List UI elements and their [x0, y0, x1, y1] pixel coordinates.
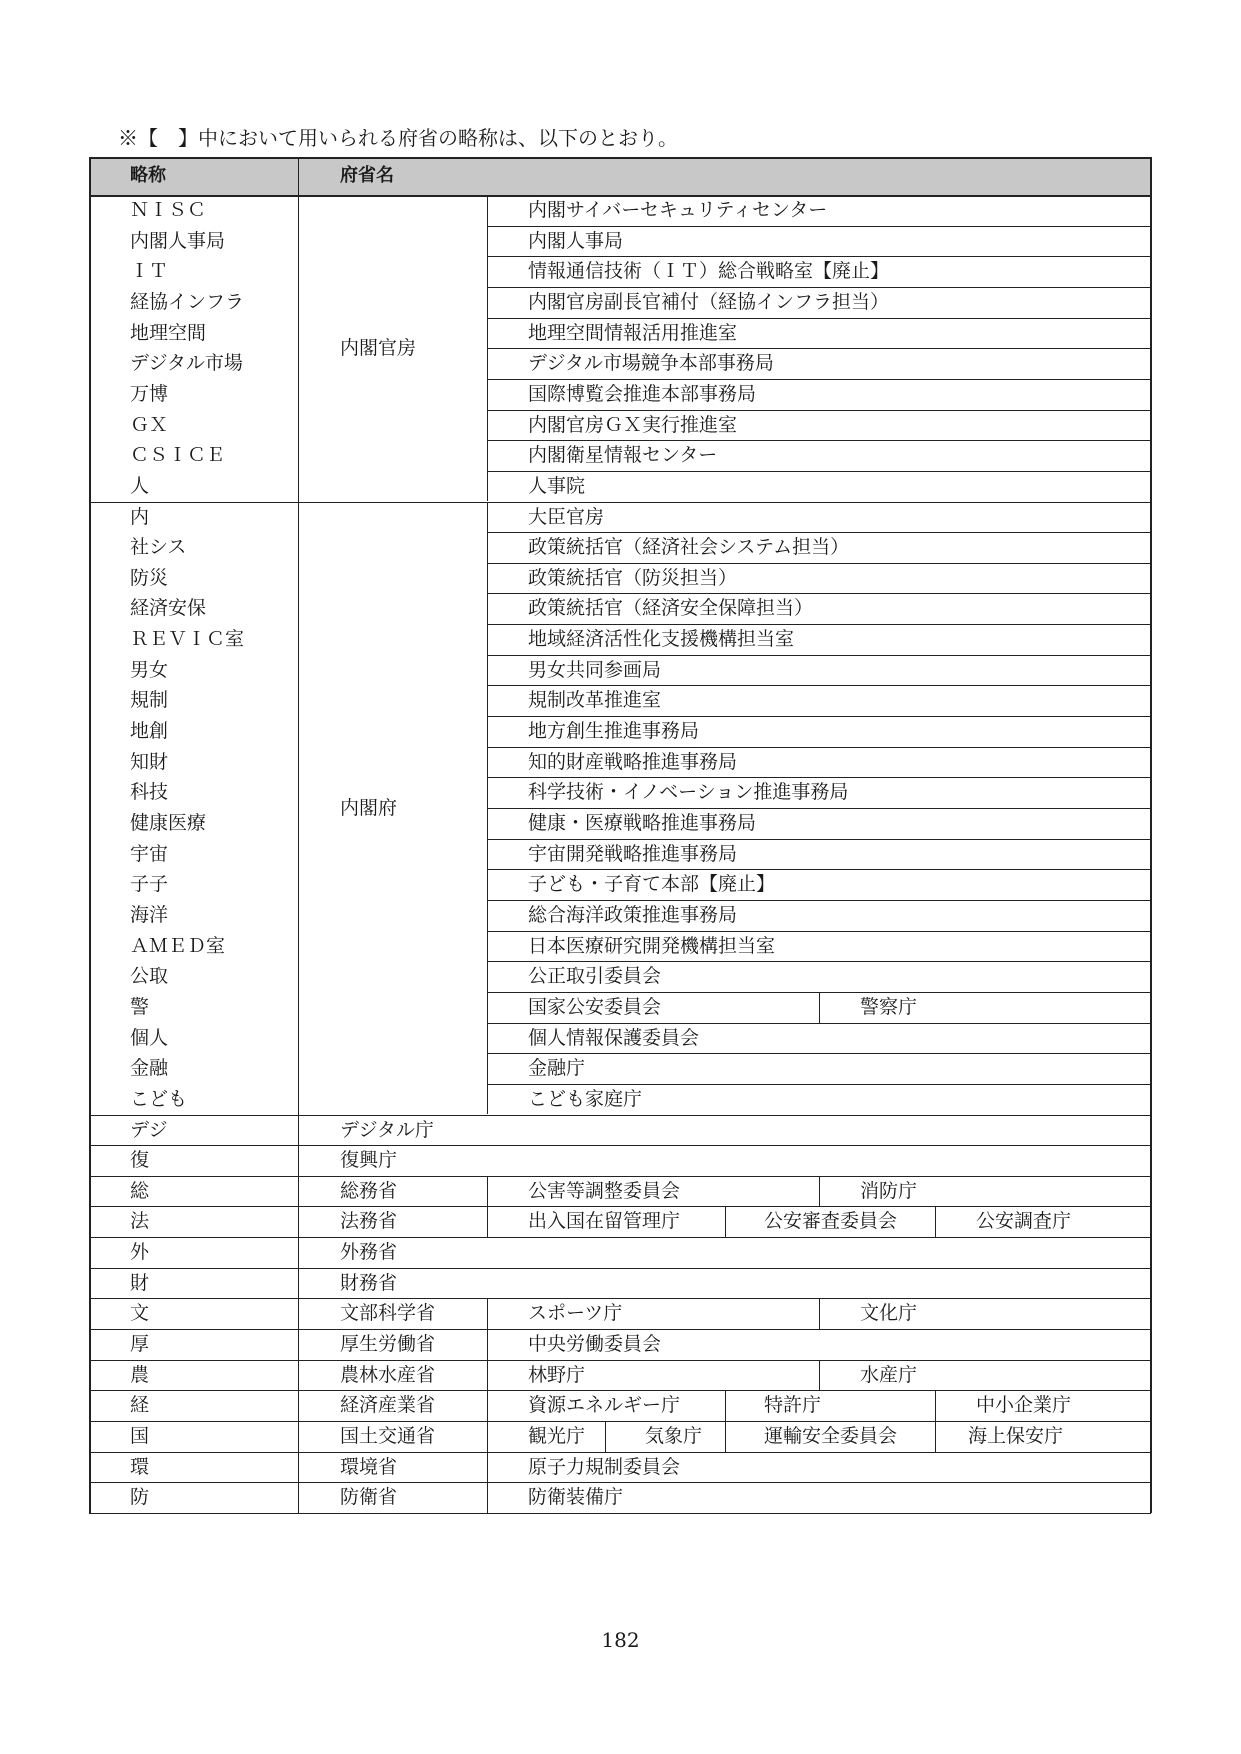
column-divider-sub [487, 593, 488, 624]
row-sub-organisation: 政策統括官（防災担当） [528, 566, 738, 589]
row-abbreviation: デジ [130, 1118, 168, 1141]
row-sub-organisation: 宇宙開発戦略推進事務局 [528, 842, 738, 865]
row-sub-organisation: 内閣官房副長官補付（経協インフラ担当） [528, 290, 890, 313]
row-sub-organisation: 運輸安全委員会 [764, 1425, 898, 1447]
row-ministry: 復興庁 [340, 1149, 398, 1172]
row-sub-organisation: 科学技術・イノベーション推進事務局 [528, 781, 849, 804]
table-left-border [89, 157, 91, 1513]
column-divider-sub [487, 1176, 488, 1207]
row-abbreviation: 男女 [130, 658, 169, 681]
row-abbreviation: 経済安保 [130, 597, 207, 620]
row-abbreviation: 宇宙 [130, 842, 169, 865]
row-ministry: 法務省 [340, 1210, 398, 1233]
column-divider-sub [487, 624, 488, 655]
column-divider-sub [487, 195, 488, 226]
sub-entry-divider [819, 992, 820, 1023]
column-divider-sub [487, 992, 488, 1023]
row-abbreviation: ＣＳＩＣＥ [130, 444, 226, 467]
page-number: 182 [601, 1628, 640, 1652]
row-sub-organisation: 金融庁 [528, 1057, 586, 1080]
row-sub-organisation: 地理空間情報活用推進室 [528, 321, 738, 344]
column-divider-sub [487, 1206, 488, 1237]
column-divider-sub [487, 900, 488, 931]
row-sub-organisation: 地域経済活性化支援機構担当室 [528, 628, 795, 651]
row-sub-organisation: 情報通信技術（ＩＴ）総合戦略室【廃止】 [528, 260, 890, 283]
row-abbreviation: ＲＥＶＩＣ室 [130, 628, 245, 651]
row-sub-organisation: 規制改革推進室 [528, 689, 662, 712]
row-ministry: 農林水産省 [340, 1363, 436, 1386]
row-sub-organisation: 公正取引委員会 [528, 965, 662, 988]
row-sub-organisation: 内閣衛星情報センター [528, 444, 718, 467]
row-sub-organisation: 子ども・子育て本部【廃止】 [528, 873, 776, 896]
row-sub-organisation: 公安調査庁 [976, 1210, 1072, 1233]
column-divider-sub [487, 1390, 488, 1421]
row-abbreviation: 規制 [130, 689, 169, 712]
row-sub-organisation: 男女共同参画局 [528, 658, 662, 681]
row-sub-organisation: 出入国在留管理庁 [528, 1210, 681, 1233]
row-ministry: 環境省 [340, 1455, 398, 1478]
row-abbreviation: 科技 [130, 781, 169, 804]
column-divider-sub [487, 1452, 488, 1483]
sub-entry-divider [819, 1360, 820, 1391]
column-divider-sub [487, 348, 488, 379]
row-sub-organisation: 防衛装備庁 [528, 1486, 624, 1509]
row-abbreviation: 総 [130, 1179, 150, 1202]
sub-entry-divider [725, 1421, 726, 1452]
column-divider-sub [487, 440, 488, 471]
row-ministry: 総務省 [340, 1179, 398, 1202]
row-abbreviation: 内閣人事局 [130, 229, 226, 252]
row-abbreviation: 健康医療 [130, 812, 207, 834]
row-ministry: 文部科学省 [340, 1302, 436, 1325]
row-abbreviation: 知財 [130, 750, 169, 773]
row-sub-organisation: 林野庁 [528, 1363, 586, 1386]
row-sub-organisation: 総合海洋政策推進事務局 [528, 903, 738, 926]
row-sub-organisation: 文化庁 [860, 1302, 918, 1325]
sub-entry-divider [935, 1421, 936, 1452]
row-ministry: 外務省 [340, 1241, 398, 1264]
row-abbreviation: 防災 [130, 566, 169, 589]
row-abbreviation: 経協インフラ [130, 290, 245, 313]
row-sub-organisation: 知的財産戦略推進事務局 [528, 750, 738, 773]
row-sub-organisation: こども家庭庁 [528, 1087, 643, 1110]
header-abbreviation: 略称 [130, 165, 166, 186]
sub-entry-divider [725, 1390, 726, 1421]
row-abbreviation: 個人 [130, 1026, 169, 1049]
row-sub-organisation: 公安審査委員会 [764, 1210, 898, 1233]
row-abbreviation: 海洋 [130, 903, 169, 926]
sub-entry-divider [935, 1206, 936, 1237]
row-abbreviation: 環 [130, 1455, 150, 1478]
row-sub-organisation: 内閣サイバーセキュリティセンター [528, 199, 828, 221]
row-abbreviation: 地創 [130, 720, 169, 743]
column-divider-sub [487, 869, 488, 900]
row-sub-organisation: 国際博覧会推進本部事務局 [528, 382, 757, 405]
column-divider-sub [487, 1482, 488, 1513]
row-abbreviation: 法 [130, 1210, 150, 1233]
row-sub-organisation: 国家公安委員会 [528, 995, 662, 1018]
row-sub-organisation: 公害等調整委員会 [528, 1179, 681, 1202]
column-divider-sub [487, 931, 488, 962]
row-abbreviation: ＮＩＳＣ [130, 199, 207, 221]
row-abbreviation: ＧＸ [130, 413, 169, 436]
column-divider-sub [487, 256, 488, 287]
row-abbreviation: 外 [130, 1241, 150, 1264]
row-sub-organisation: 人事院 [528, 474, 586, 497]
row-divider [89, 1237, 1151, 1238]
row-abbreviation: こども [130, 1087, 188, 1110]
sub-entry-divider [819, 1176, 820, 1207]
row-sub-organisation: 海上保安庁 [968, 1425, 1064, 1447]
column-divider-sub [487, 379, 488, 410]
group-ministry-cell: 内閣府 [340, 796, 398, 819]
table-bottom-border [89, 1513, 1151, 1515]
row-sub-organisation: 中央労働委員会 [528, 1333, 662, 1356]
row-sub-organisation: 特許庁 [764, 1394, 822, 1417]
row-sub-organisation: 原子力規制委員会 [528, 1455, 681, 1478]
column-divider-sub [487, 318, 488, 349]
row-abbreviation: 国 [130, 1425, 150, 1447]
row-sub-organisation: 消防庁 [860, 1179, 918, 1202]
row-ministry: 厚生労働省 [340, 1333, 436, 1356]
row-abbreviation: 防 [130, 1486, 150, 1509]
column-divider-sub [487, 471, 488, 502]
group-ministry-cell: 内閣官房 [340, 337, 417, 359]
row-abbreviation: 農 [130, 1363, 150, 1386]
row-abbreviation: 人 [130, 474, 150, 497]
column-divider-sub [487, 1421, 488, 1452]
row-sub-organisation: 日本医療研究開発機構担当室 [528, 934, 776, 957]
row-abbreviation: 金融 [130, 1057, 169, 1080]
sub-entry-divider [605, 1421, 606, 1452]
row-ministry: 防衛省 [340, 1486, 398, 1509]
sub-entry-divider [935, 1390, 936, 1421]
row-abbreviation: 復 [130, 1149, 150, 1172]
row-sub-organisation: 大臣官房 [528, 505, 605, 528]
row-abbreviation: 社シス [130, 536, 187, 559]
row-sub-organisation: 地方創生推進事務局 [528, 720, 700, 743]
column-divider-sub [487, 226, 488, 257]
row-abbreviation: 厚 [130, 1333, 150, 1356]
row-sub-organisation: 資源エネルギー庁 [528, 1394, 681, 1417]
table-right-border [1150, 157, 1152, 1513]
row-abbreviation: 経 [130, 1394, 150, 1417]
row-ministry: デジタル庁 [340, 1118, 434, 1141]
column-divider-sub [487, 287, 488, 318]
row-ministry: 国土交通省 [340, 1425, 436, 1447]
row-abbreviation: ＡＭＥＤ室 [130, 934, 226, 957]
column-divider-sub [487, 1084, 488, 1115]
row-divider [89, 1268, 1151, 1269]
row-abbreviation: 財 [130, 1271, 150, 1294]
row-sub-organisation: 気象庁 [645, 1425, 703, 1447]
row-abbreviation: 公取 [130, 965, 169, 988]
row-sub-organisation: 中小企業庁 [976, 1394, 1072, 1417]
row-divider [89, 1115, 1151, 1116]
row-sub-organisation: スポーツ庁 [528, 1302, 623, 1325]
column-divider-sub [487, 1023, 488, 1054]
row-ministry: 財務省 [340, 1271, 398, 1294]
column-divider-abbr [298, 157, 299, 1513]
column-divider-sub [487, 1298, 488, 1329]
sub-entry-divider [725, 1206, 726, 1237]
column-divider-sub [487, 563, 488, 594]
column-divider-sub [487, 1053, 488, 1084]
row-abbreviation: 内 [130, 505, 150, 528]
row-abbreviation: デジタル市場 [130, 352, 243, 375]
row-sub-organisation: 政策統括官（経済安全保障担当） [528, 597, 814, 620]
row-abbreviation: 文 [130, 1302, 150, 1325]
column-divider-sub [487, 839, 488, 870]
row-sub-organisation: デジタル市場競争本部事務局 [528, 352, 774, 375]
table-top-border [89, 157, 1151, 159]
row-abbreviation: 子子 [130, 873, 169, 896]
row-divider [89, 1145, 1151, 1146]
header-ministry: 府省名 [340, 165, 394, 186]
column-divider-sub [487, 532, 488, 563]
row-sub-organisation: 水産庁 [860, 1363, 918, 1386]
row-sub-organisation: 警察庁 [860, 995, 918, 1018]
column-divider-sub [487, 685, 488, 716]
sub-entry-divider [819, 1298, 820, 1329]
row-ministry: 経済産業省 [340, 1394, 436, 1417]
row-abbreviation: 地理空間 [130, 321, 207, 344]
row-abbreviation: 警 [130, 995, 150, 1018]
row-sub-organisation: 健康・医療戦略推進事務局 [528, 812, 757, 834]
column-divider-sub [487, 808, 488, 839]
column-divider-sub [487, 747, 488, 778]
row-sub-organisation: 政策統括官（経済社会システム担当） [528, 536, 850, 559]
column-divider-sub [487, 961, 488, 992]
column-divider-sub [487, 716, 488, 747]
row-sub-organisation: 個人情報保護委員会 [528, 1026, 700, 1049]
column-divider-sub [487, 1360, 488, 1391]
row-sub-organisation: 観光庁 [528, 1425, 586, 1447]
column-divider-sub [487, 410, 488, 441]
row-abbreviation: 万博 [130, 382, 169, 405]
row-abbreviation: ＩＴ [130, 260, 169, 283]
row-sub-organisation: 内閣官房ＧＸ実行推進室 [528, 413, 738, 436]
column-divider-sub [487, 1329, 488, 1360]
row-sub-organisation: 内閣人事局 [528, 229, 624, 252]
column-divider-sub [487, 502, 488, 533]
table-note: ※【 】中において用いられる府省の略称は、以下のとおり。 [118, 126, 678, 150]
column-divider-sub [487, 777, 488, 808]
column-divider-sub [487, 655, 488, 686]
